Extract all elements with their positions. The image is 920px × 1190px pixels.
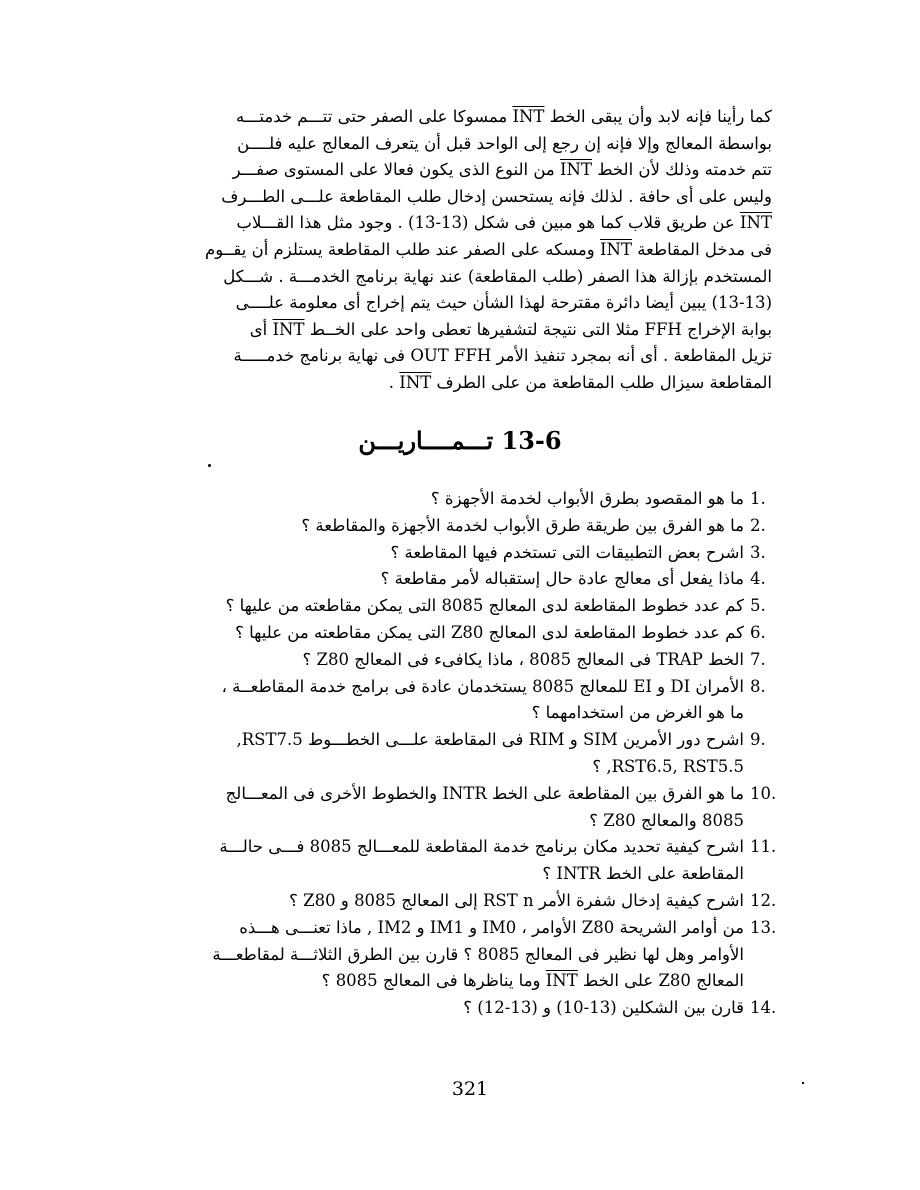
section-heading: 13-6 تـــمــــاريـــن [358,426,562,455]
text-line: INT عن طريق قلاب كما هو مبين فى شكل (13-13) . وجود مثل هذا القـــلاب [236,213,772,233]
question-line: قارن بين الشكلين (13-10) و (13-12) ؟ [463,998,744,1018]
question-line: المقاطعة على الخط INTR ؟ [542,864,744,884]
list-item [152,593,774,620]
question-number: 13. [750,917,777,937]
text-line: بواسطة المعالج وإلا فإنه إن رجع إلى الواحد قبل أن يتعرف المعالج عليه فلــــن [237,133,772,153]
question-line: اشرح كيفية إدخال شفرة الأمر RST n إلى المعالج 8085 و Z80 ؟ [289,890,744,910]
text-line: تتم خدمته وذلك لأن الخط INT من النوع الذى يكون فعالا على المستوى صفـــر [232,160,772,180]
page-number: 321 [451,1078,489,1100]
question-number: 7. [750,649,766,669]
question-number: 2. [750,515,766,535]
text-line: كما رأينا فإنه لابد وأن يبقى الخط INT ممسوكا على الصفر حتى تتـــم خدمتـــه [236,107,772,126]
question-line: ما هو المقصود بطرق الأبواب لخدمة الأجهزة ؟ [430,489,744,508]
question-text [152,834,750,888]
question-line: كم عدد خطوط المقاطعة لدى المعالج Z80 التى يمكن مقاطعته من عليها ؟ [235,622,744,642]
question-line: من أوامر الشريحة Z80 الأوامر ، IM0 و IM1 و IM2 , ماذا تعنـــى هـــذه [239,917,744,937]
list-item [152,620,774,647]
question-text [152,888,750,915]
question-line: الأمران DI و EI للمعالج 8085 يستخدمان عادة فى برامج خدمة المقاطعــة ، [221,676,744,696]
question-line: ما هو الفرق بين المقاطعة على الخط INTR والخطوط الأخرى فى المعـــالج [225,783,744,803]
question-number: 4. [750,569,766,589]
question-text [152,674,750,728]
question-line: اشرح كيفية تحديد مكان برنامج خدمة المقاطعة للمعـــالج 8085 فـــى حالـــة [219,837,744,857]
list-item [152,995,777,1022]
intro-paragraph [152,104,772,397]
question-text [152,513,750,540]
question-text [152,647,750,674]
question-line: RST6.5, RST5.5, ؟ [592,756,744,776]
exercise-list [152,486,777,1022]
question-number: 8. [750,676,766,696]
list-item [152,566,774,593]
question-line: ما هو الفرق بين طريقة طرق الأبواب لخدمة الأجهزة والمقاطعة ؟ [301,515,744,535]
question-number: 6. [750,622,766,642]
text-line: تزيل المقاطعة . أى أنه بمجرد تنفيذ الأمر OUT FFH فى نهاية برنامج خدمـــــة [233,346,772,366]
text-line: المستخدم بإزالة هذا الصفر (طلب المقاطعة) عند نهاية برنامج الخدمـــة . شـــكل [223,266,772,286]
question-line: 8085 والمعالج Z80 ؟ [589,810,744,830]
question-line: اشرح بعض التطبيقات التى تستخدم فيها المقاطعة ؟ [390,542,744,562]
text-line: وليس على أى حافة . لذلك فإنه يستحسن إدخال طلب المقاطعة علـــى الطـــرف [221,186,772,206]
question-text [152,781,750,835]
list-item [152,540,774,567]
list-item [152,727,774,781]
question-number: 9. [750,730,766,750]
question-line: ما هو الغرض من استخدامهما ؟ [531,703,744,723]
question-line: كم عدد خطوط المقاطعة لدى المعالج 8085 التى يمكن مقاطعته من عليها ؟ [225,596,744,616]
list-item [152,915,777,995]
list-item [152,486,774,513]
question-number: 14. [750,998,777,1018]
question-line: ماذا يفعل أى معالج عادة حال إستقباله لأمر مقاطعة ؟ [380,569,744,589]
question-text [152,727,750,781]
question-text [152,620,750,647]
question-number: 1. [750,489,766,508]
text-line: المقاطعة سيزال طلب المقاطعة من على الطرف INT . [388,372,772,392]
question-number: 5. [750,596,766,616]
stray-dot [208,464,211,467]
question-line: اشرح دور الأمرين SIM و RIM فى المقاطعة علـــى الخطـــوط RST7.5, [236,730,744,750]
question-number: 11. [750,837,777,857]
text-line: (13-13) يبين أيضا دائرة مقترحة لهذا الشأن حيث يتم إخراج أى معلومة علــــى [235,293,772,313]
list-item [152,513,774,540]
list-item [152,674,774,728]
question-text [152,915,750,995]
question-number: 10. [750,783,777,803]
list-item [152,888,777,915]
list-item [152,647,774,674]
list-item [152,781,777,835]
question-text [152,540,750,567]
question-number: 12. [750,890,777,910]
stray-mark [802,1082,804,1084]
question-line: المعالج Z80 على الخط INT وما يناظرها فى المعالج 8085 ؟ [321,971,744,991]
question-line: الأوامر وهل لها نظير فى المعالج 8085 ؟ قارن بين الطرق الثلاثـــة لمقاطعـــة [212,944,744,964]
list-item [152,834,777,888]
question-text [152,593,750,620]
question-number: 3. [750,542,766,562]
text-line: فى مدخل المقاطعة INT ومسكه على الصفر عند طلب المقاطعة يستلزم أن يقــوم [204,239,772,259]
question-text [152,995,750,1022]
question-text [152,566,750,593]
text-line: بوابة الإخراج FFH مثلا التى نتيجة لتشفيرها تعطى واحد على الخــط INT أى [249,319,772,339]
question-line: الخط TRAP فى المعالج 8085 ، ماذا يكافىء فى المعالج Z80 ؟ [302,649,744,669]
question-text [152,486,750,513]
